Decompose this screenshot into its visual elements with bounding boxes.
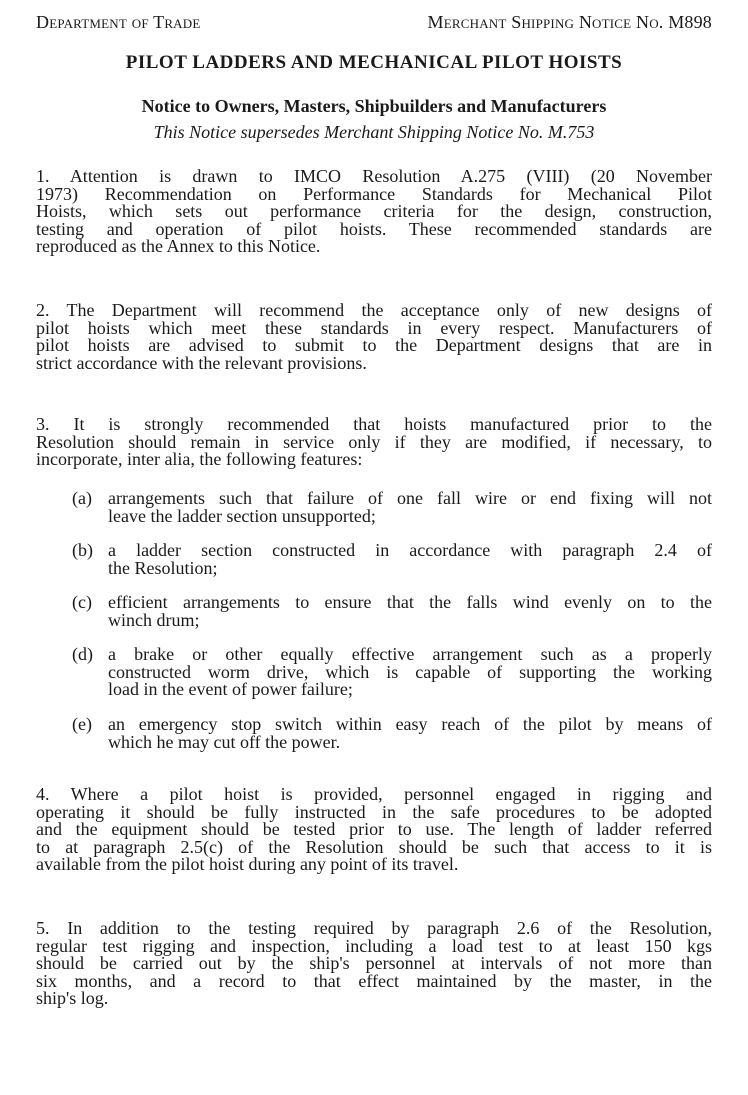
paragraph-line: and the equipment should be tested prior to use. The length of ladder referred [36,819,712,839]
item-line: load in the event of power failure; [108,679,353,699]
notice-number: Merchant Shipping Notice No. M898 [427,12,712,32]
item-line: constructed worm drive, which is capable of supporting the working [108,661,712,682]
list-item-d [72,646,712,699]
paragraph-4 [36,786,712,874]
item-line: arrangements such that failure of one fall wire or end fixing will not [108,488,712,508]
paragraph-line: six months, and a record to that effect maintained by the master, in the [36,970,712,991]
paragraph-line: 3. It is strongly recommended that hoists manufactured prior to the [36,414,712,434]
item-letter: (e) [72,714,92,734]
item-line: efficient arrangements to ensure that the falls wind evenly on to the [108,592,712,612]
document-subtitle: Notice to Owners, Masters, Shipbuilders and Manufacturers [141,96,607,116]
paragraph-line: reproduced as the Annex to this Notice. [36,236,321,256]
item-letter: (a) [72,488,92,508]
list-item-c [72,594,712,629]
paragraph-line: Hoists, which sets out performance criteria for the design, construction, [36,201,712,221]
paragraph-line: testing and operation of pilot hoists. These recommended standards are [36,218,712,239]
item-letter: (d) [72,644,93,664]
paragraph-5 [36,920,712,1008]
document-title: PILOT LADDERS AND MECHANICAL PILOT HOISTS [125,52,623,73]
item-line: which he may cut off the power. [108,731,341,752]
paragraph-line: 1973) Recommendation on Performance Standards for Mechanical Pilot [36,183,712,204]
paragraph-line: operating it should be fully instructed in the safe procedures to be adopted [36,801,712,822]
list-item-b [72,542,712,577]
paragraph-line: incorporate, inter alia, the following features: [36,449,363,469]
item-letter: (c) [72,592,92,612]
item-line: an emergency stop switch within easy reach of the pilot by means of [108,714,712,734]
supersedes-note: This Notice supersedes Merchant Shipping Notice No. M.753 [153,122,595,142]
paragraph-line: 2. The Department will recommend the acceptance only of new designs of [36,300,712,320]
paragraph-line: available from the pilot hoist during any point of its travel. [36,854,459,874]
page-header [36,12,712,36]
item-line: winch drum; [108,609,200,630]
department-name: Department of Trade [36,12,201,32]
paragraph-line: strict accordance with the relevant provisions. [36,352,367,373]
paragraph-3 [36,416,712,469]
item-line: a ladder section constructed in accordance with paragraph 2.4 of [108,540,712,560]
paragraph-line: should be carried out by the ship's personnel at intervals of not more than [36,953,712,973]
item-line: leave the ladder section unsupported; [108,505,376,526]
item-letter: (b) [72,540,93,560]
paragraph-2 [36,302,712,372]
paragraph-1 [36,168,712,256]
list-item-a [72,490,712,525]
paragraph-line: pilot hoists are advised to submit to the Department designs that are in [36,335,712,355]
item-line: the Resolution; [108,557,218,578]
paragraph-line: to at paragraph 2.5(c) of the Resolution should be such that access to it is [36,836,712,857]
paragraph-line: 4. Where a pilot hoist is provided, personnel engaged in rigging and [36,784,712,804]
paragraph-line: pilot hoists which meet these standards in every respect. Manufacturers of [36,317,712,338]
paragraph-line: 5. In addition to the testing required by paragraph 2.6 of the Resolution, [36,918,712,938]
list-item-e [72,716,712,751]
paragraph-line: 1. Attention is drawn to IMCO Resolution A.275 (VIII) (20 November [36,166,712,186]
item-line: a brake or other equally effective arrangement such as a properly [108,644,712,664]
paragraph-line: regular test rigging and inspection, including a load test to at least 150 kgs [36,935,712,956]
paragraph-line: ship's log. [36,988,109,1008]
paragraph-line: Resolution should remain in service only if they are modified, if necessary, to [36,431,712,452]
